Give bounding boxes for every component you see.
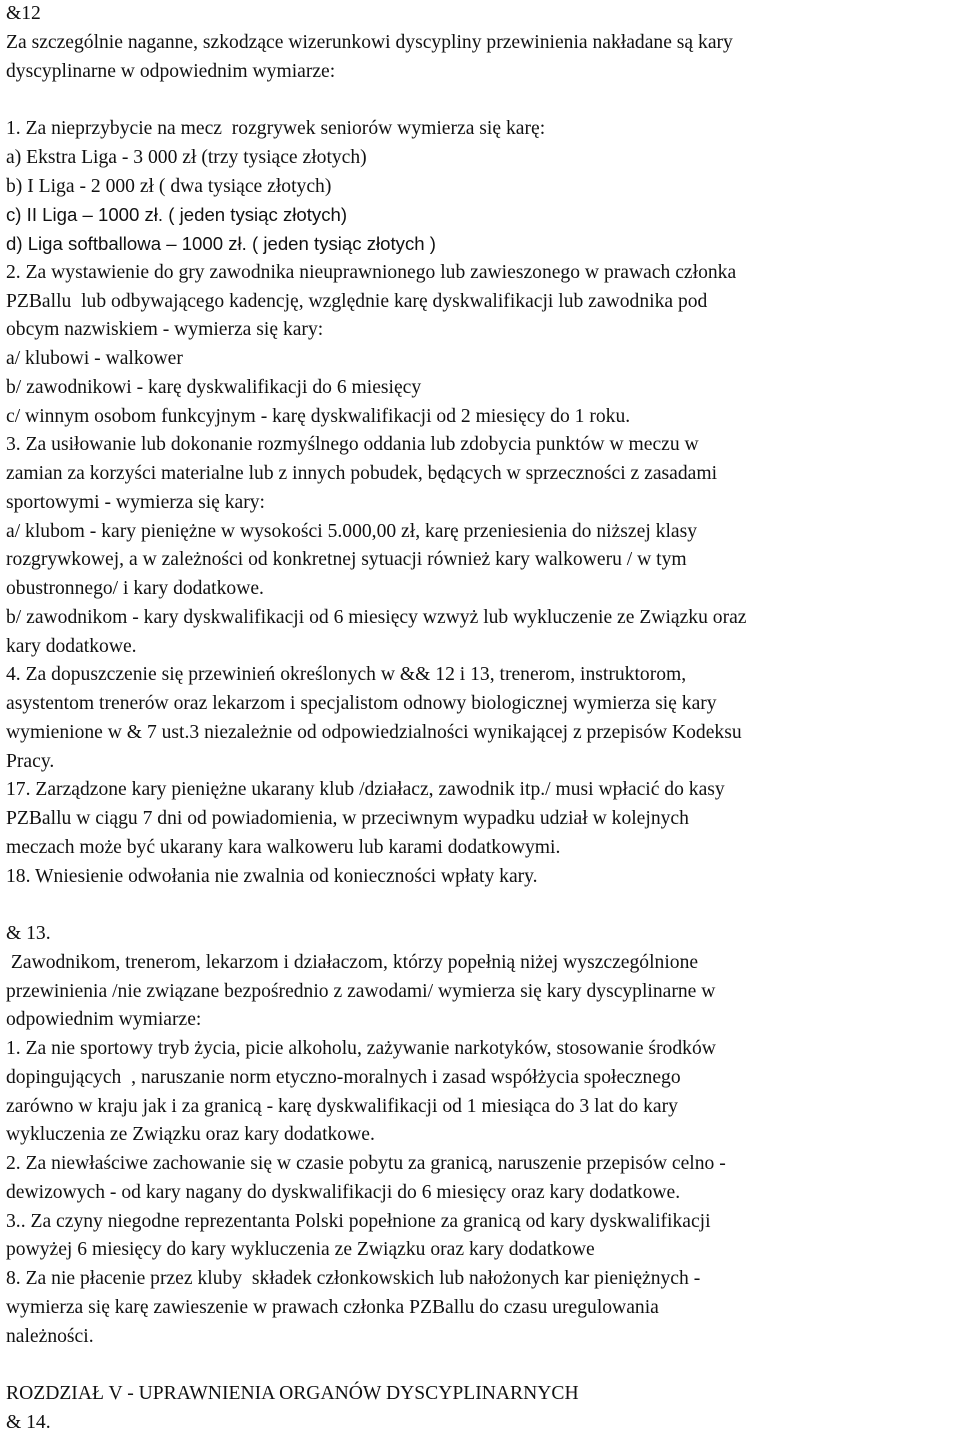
text-line: wykluczenia ze Związku oraz kary dodatkowe.	[6, 1124, 375, 1146]
blank-line	[6, 1351, 960, 1380]
text-line: wymienione w & 7 ust.3 niezależnie od odpowiedzialności wynikającej z przepisów Kodeksu	[6, 721, 742, 743]
text-line: 3.. Za czyny niegodne reprezentanta Polski popełnione za granicą od kary dyskwalifikacji	[6, 1210, 711, 1232]
text-line: 2. Za wystawienie do gry zawodnika nieuprawnionego lub zawieszonego w prawach członka	[6, 261, 737, 283]
text-line: c) II Liga – 1000 zł. ( jeden tysiąc złotych)	[6, 204, 348, 226]
text-line: c/ winnym osobom funkcyjnym - karę dyskwalifikacji od 2 miesięcy do 1 roku.	[6, 405, 631, 427]
text-line: &12	[6, 3, 41, 24]
text-line: b/ zawodnikowi - karę dyskwalifikacji do 6 miesięcy	[6, 376, 422, 398]
text-line: & 14.	[6, 1411, 51, 1433]
text-line: meczach może być ukarany kara walkoweru lub karami dodatkowymi.	[6, 836, 561, 858]
text-line: rozgrywkowej, a w zależności od konkretnej sytuacji również kary walkoweru / w tym	[6, 549, 687, 571]
text-line: dyscyplinarne w odpowiednim wymiarze:	[6, 60, 336, 82]
text-line: 17. Zarządzone kary pieniężne ukarany klub /działacz, zawodnik itp./ musi wpłacić do kasy	[6, 779, 725, 801]
text-line: Zawodnikom, trenerom, lekarzom i działaczom, którzy popełnią niżej wyszczególnione	[6, 951, 699, 973]
text-line: dopingujących , naruszanie norm etyczno-moralnych i zasad współżycia społecznego	[6, 1066, 681, 1088]
text-line: zamian za korzyści materialne lub z innych pobudek, będących w sprzeczności z zasadami	[6, 463, 718, 484]
text-line: należności.	[6, 1325, 94, 1347]
text-line: PZBallu lub odbywającego kadencję, względnie karę dyskwalifikacji lub zawodnika pod	[6, 290, 708, 312]
text-line: 1. Za nieprzybycie na mecz rozgrywek seniorów wymierza się karę:	[6, 118, 546, 139]
text-line: 3. Za usiłowanie lub dokonanie rozmyślnego oddania lub zdobycia punktów w meczu w	[6, 434, 699, 456]
text-line: a/ klubom - kary pieniężne w wysokości 5.000,00 zł, karę przeniesienia do niższej klasy	[6, 520, 698, 542]
text-line: 2. Za niewłaściwe zachowanie się w czasie pobytu za granicą, naruszenie przepisów celno -	[6, 1153, 726, 1174]
text-line: Za szczególnie naganne, szkodzące wizerunkowi dyscypliny przewinienia nakładane są kary	[6, 31, 733, 53]
text-line: b) I Liga - 2 000 zł ( dwa tysiące złotych)	[6, 175, 332, 197]
text-line: b/ zawodnikom - kary dyskwalifikacji od 6 miesięcy wzwyż lub wykluczenie ze Związku oraz	[6, 606, 747, 628]
text-line: 1. Za nie sportowy tryb życia, picie alkoholu, zażywanie narkotyków, stosowanie środków	[6, 1038, 716, 1059]
text-line: dewizowych - od kary nagany do dyskwalifikacji do 6 miesięcy oraz kary dodatkowe.	[6, 1181, 681, 1203]
text-line: 8. Za nie płacenie przez kluby składek członkowskich lub nałożonych kar pieniężnych -	[6, 1268, 701, 1289]
text-line: wymierza się karę zawieszenie w prawach członka PZBallu do czasu uregulowania	[6, 1296, 659, 1318]
text-line: sportowymi - wymierza się kary:	[6, 491, 266, 513]
text-line: ROZDZIAŁ V - UPRAWNIENIA ORGANÓW DYSCYPLINARNYCH	[6, 1383, 579, 1404]
text-line: Pracy.	[6, 750, 55, 772]
text-line: asystentom trenerów oraz lekarzom i specjalistom odnowy biologicznej wymierza się kary	[6, 693, 717, 714]
blank-line	[6, 86, 960, 115]
text-line: PZBallu w ciągu 7 dni od powiadomienia, w przeciwnym wypadku udział w kolejnych	[6, 808, 689, 829]
text-line: powyżej 6 miesięcy do kary wykluczenia ze Związku oraz kary dodatkowe	[6, 1239, 595, 1261]
text-line: kary dodatkowe.	[6, 635, 137, 657]
text-line: 18. Wniesienie odwołania nie zwalnia od konieczności wpłaty kary.	[6, 865, 538, 887]
text-line: 4. Za dopuszczenie się przewinień określonych w && 12 i 13, trenerom, instruktorom,	[6, 664, 687, 686]
text-line: a) Ekstra Liga - 3 000 zł (trzy tysiące złotych)	[6, 146, 367, 168]
text-line: d) Liga softballowa – 1000 zł. ( jeden tysiąc złotych )	[6, 233, 436, 254]
blank-line	[6, 891, 960, 920]
text-line: odpowiednim wymiarze:	[6, 1009, 202, 1031]
text-line: a/ klubowi - walkower	[6, 348, 183, 369]
text-line: zarówno w kraju jak i za granicą - karę dyskwalifikacji od 1 miesiąca do 3 lat do kary	[6, 1095, 678, 1117]
text-line: obcym nazwiskiem - wymierza się kary:	[6, 319, 324, 341]
text-line: przewinienia /nie związane bezpośrednio z zawodami/ wymierza się kary dyscyplinarne w	[6, 980, 716, 1002]
text-line: obustronnego/ i kary dodatkowe.	[6, 578, 264, 599]
text-line: & 13.	[6, 923, 51, 944]
